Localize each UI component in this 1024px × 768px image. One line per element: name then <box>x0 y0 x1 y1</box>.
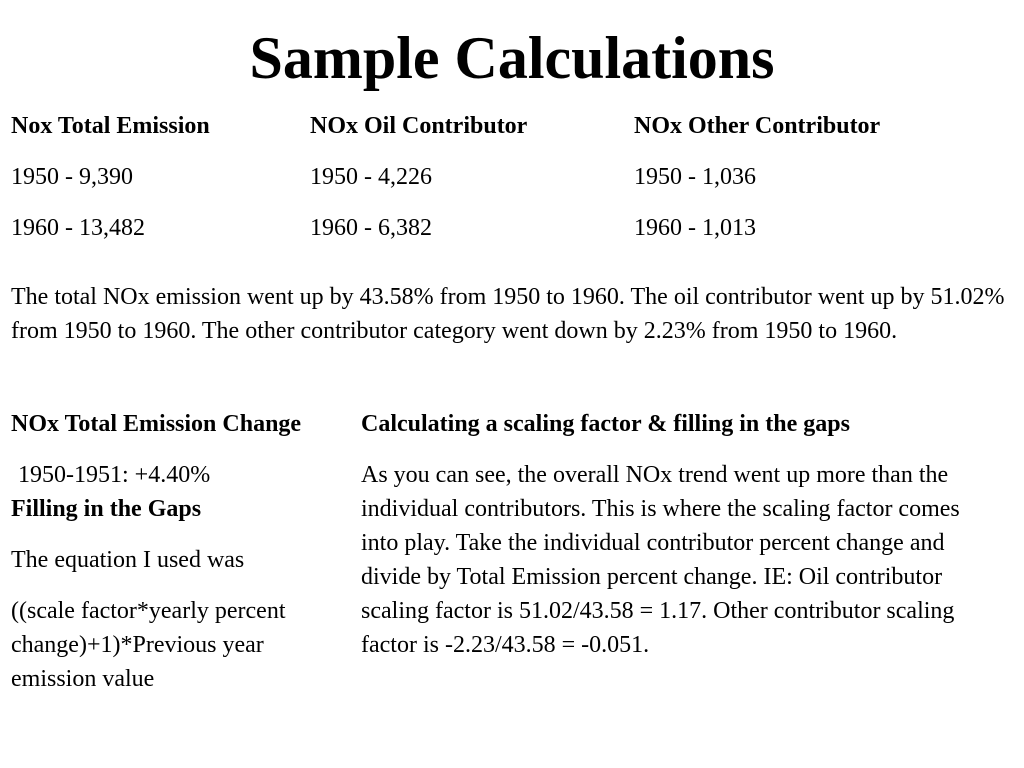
summary-paragraph: The total NOx emission went up by 43.58% from 1950 to 1960. The oil contributor went up by 51.02% from 1950 to 1960. The other contributor category went down by 2.23% from 1950 to 1960. <box>11 284 1005 344</box>
total-emission-1960: 1960 - 13,482 <box>11 215 145 241</box>
column-total-emission <box>11 109 301 262</box>
slide-title: Sample Calculations <box>249 25 775 91</box>
right-text-block <box>361 407 1011 662</box>
total-emission-1950: 1950 - 9,390 <box>11 164 133 190</box>
column-header-oil-contributor: NOx Oil Contributor <box>310 113 528 139</box>
oil-contributor-1960: 1960 - 6,382 <box>310 215 432 241</box>
filling-gaps-heading: Filling in the Gaps <box>11 496 202 522</box>
column-oil-contributor <box>310 109 630 262</box>
column-header-total-emission: Nox Total Emission <box>11 113 210 139</box>
emission-change-line: 1950-1951: +4.40% <box>18 462 211 488</box>
left-text-block <box>11 407 331 696</box>
column-header-other-contributor: NOx Other Contributor <box>634 113 881 139</box>
other-contributor-1960: 1960 - 1,013 <box>634 215 756 241</box>
emission-change-heading: NOx Total Emission Change <box>11 411 302 437</box>
scaling-factor-body: As you can see, the overall NOx trend went up more than the individual contributors. This is where the scaling factor comes into play. Take the individual contributor percent change and divide by Total Emission percent change. IE: Oil contributor scaling factor is 51.02/43.58 = 1.17. Other contributor scaling factor is -2.23/43.58 = -0.051. <box>361 462 960 658</box>
column-other-contributor <box>634 109 1014 262</box>
equation-text: ((scale factor*yearly percent change)+1)*Previous year emission value <box>11 598 286 692</box>
equation-intro: The equation I used was <box>11 547 245 573</box>
other-contributor-1950: 1950 - 1,036 <box>634 164 756 190</box>
oil-contributor-1950: 1950 - 4,226 <box>310 164 432 190</box>
scaling-factor-heading: Calculating a scaling factor & filling in the gaps <box>361 411 850 437</box>
